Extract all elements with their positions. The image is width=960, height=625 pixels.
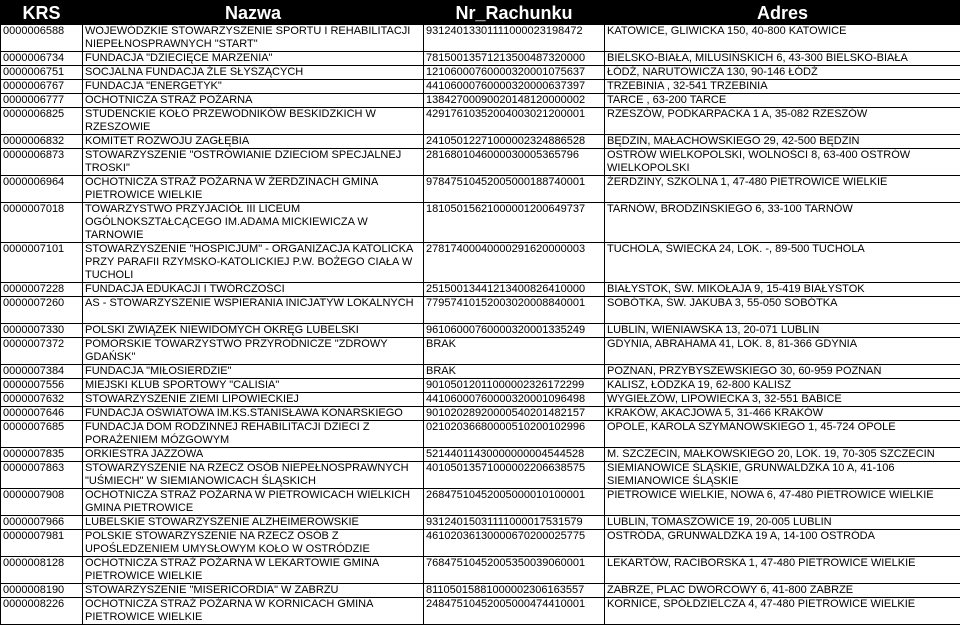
table-row xyxy=(1,66,960,80)
nazwa-cell: OCHOTNICZA STRAŻ POŻARNA W LEKARTOWIE GMINA PIETROWICE WIELKIE xyxy=(83,557,424,584)
krs-cell: 0000007330 xyxy=(1,324,83,338)
nr-rachunku-cell: 52144011430000000004544528 xyxy=(424,448,605,462)
krs-cell: 0000007101 xyxy=(1,243,83,283)
adres-cell: LUBLIN, WIENIAWSKA 13, 20-071 LUBLIN xyxy=(605,324,960,338)
krs-cell: 0000007863 xyxy=(1,462,83,489)
nazwa-cell: ORKIESTRA JAZZOWA xyxy=(83,448,424,462)
adres-cell: ŁÓDŹ, NARUTOWICZA 130, 90-146 ŁÓDŹ xyxy=(605,66,960,80)
table-row xyxy=(1,297,960,324)
adres-cell: ZABRZE, PLAC DWORCOWY 6, 41-800 ZABRZE xyxy=(605,584,960,598)
table-row xyxy=(1,203,960,243)
header-nazwa: Nazwa xyxy=(83,1,424,25)
nr-rachunku-cell: 44106000760000320001096498 xyxy=(424,393,605,407)
krs-cell: 0000007966 xyxy=(1,516,83,530)
nazwa-cell: FUNDACJA EDUKACJI I TWÓRCZOŚCI xyxy=(83,283,424,297)
table-row xyxy=(1,283,960,297)
table-row xyxy=(1,584,960,598)
table-row xyxy=(1,338,960,365)
table-row xyxy=(1,421,960,448)
adres-cell: OSTRÓDA, GRUNWALDZKA 19 A, 14-100 OSTRÓDA xyxy=(605,530,960,557)
nazwa-cell: OCHOTNICZA STRAŻ POŻARNA xyxy=(83,94,424,108)
table-row xyxy=(1,557,960,584)
nr-rachunku-cell: 97847510452005000188740001 xyxy=(424,176,605,203)
nr-rachunku-cell: 2816801046000030005365796 xyxy=(424,149,605,176)
krs-cell: 0000007372 xyxy=(1,338,83,365)
adres-cell: BĘDZIN, MAŁACHOWSKIEGO 29, 42-500 BĘDZIN xyxy=(605,135,960,149)
header-adres: Adres xyxy=(605,1,960,25)
krs-cell: 0000008190 xyxy=(1,584,83,598)
table-row xyxy=(1,393,960,407)
nr-rachunku-cell: 24105012271000002324886528 xyxy=(424,135,605,149)
adres-cell: ŻERDZINY, SZKOLNA 1, 47-480 PIETROWICE WIELKIE xyxy=(605,176,960,203)
krs-cell: 0000007835 xyxy=(1,448,83,462)
krs-cell: 0000007632 xyxy=(1,393,83,407)
nr-rachunku-cell: 90105012011000002326172299 xyxy=(424,379,605,393)
table-row xyxy=(1,80,960,94)
header-nr-rachunku: Nr_Rachunku xyxy=(424,1,605,25)
table-row xyxy=(1,489,960,516)
krs-cell: 0000006777 xyxy=(1,94,83,108)
adres-cell: POZNAŃ, PRZYBYSZEWSKIEGO 30, 60-959 POZNAŃ xyxy=(605,365,960,379)
nazwa-cell: POLSKIE STOWARZYSZENIE NA RZECZ OSÓB Z UPOŚLEDZENIEM UMYSŁOWYM KOŁO W OSTRÓDZIE xyxy=(83,530,424,557)
krs-cell: 0000006734 xyxy=(1,52,83,66)
krs-cell: 0000007908 xyxy=(1,489,83,516)
nazwa-cell: STOWARZYSZENIE "MISERICORDIA" W ZABRZU xyxy=(83,584,424,598)
table-row xyxy=(1,108,960,135)
krs-cell: 0000007018 xyxy=(1,203,83,243)
adres-cell: RZESZÓW, PODKARPACKA 1 A, 35-082 RZESZÓW xyxy=(605,108,960,135)
krs-cell: 0000006751 xyxy=(1,66,83,80)
nazwa-cell: FUNDACJA "MIŁOSIERDZIE" xyxy=(83,365,424,379)
adres-cell: KORNICE, SPÓŁDZIELCZA 4, 47-480 PIETROWICE WIELKIE xyxy=(605,598,960,625)
table-row xyxy=(1,379,960,393)
nazwa-cell: STOWARZYSZENIE NA RZECZ OSÓB NIEPEŁNOSPRAWNYCH "UŚMIECH" W SIEMIANOWICACH ŚLĄSKICH xyxy=(83,462,424,489)
nazwa-cell: FUNDACJA OŚWIATOWA IM.KS.STANISŁAWA KONARSKIEGO xyxy=(83,407,424,421)
krs-cell: 0000007556 xyxy=(1,379,83,393)
nazwa-cell: POLSKI ZWIĄZEK NIEWIDOMYCH OKRĘG LUBELSKI xyxy=(83,324,424,338)
table-row xyxy=(1,25,960,52)
krs-cell: 0000006767 xyxy=(1,80,83,94)
krs-cell: 0000006873 xyxy=(1,149,83,176)
table-row xyxy=(1,365,960,379)
nr-rachunku-cell: 44106000760000320000637397 xyxy=(424,80,605,94)
adres-cell: LUBLIN, TOMASZOWICE 19, 20-005 LUBLIN xyxy=(605,516,960,530)
nazwa-cell: KOMITET ROZWOJU ZAGŁĘBIA xyxy=(83,135,424,149)
nazwa-cell: LUBELSKIE STOWARZYSZENIE ALZHEIMEROWSKIE xyxy=(83,516,424,530)
adres-cell: OPOLE, KAROLA SZYMANOWSKIEGO 1, 45-724 OPOLE xyxy=(605,421,960,448)
nr-rachunku-cell: 76847510452005350039060001 xyxy=(424,557,605,584)
nazwa-cell: OCHOTNICZA STRAŻ POŻARNA W ŻERDZINACH GMINA PIETROWICE WIELKIE xyxy=(83,176,424,203)
krs-cell: 0000007228 xyxy=(1,283,83,297)
table-row xyxy=(1,324,960,338)
nr-rachunku-cell: 02102036680000510200102996 xyxy=(424,421,605,448)
krs-cell: 0000006588 xyxy=(1,25,83,52)
table-row xyxy=(1,530,960,557)
nazwa-cell: WOJEWÓDZKIE STOWARZYSZENIE SPORTU I REHABILITACJI NIEPEŁNOSPRAWNYCH "START" xyxy=(83,25,424,52)
nazwa-cell: STOWARZYSZENIE "HOSPICJUM" - ORGANIZACJA KATOLICKA PRZY PARAFII RZYMSKO-KATOLICKIEJ P.W. BOŻEGO CIAŁA W TUCHOLI xyxy=(83,243,424,283)
nr-rachunku-cell: 26847510452005000010100001 xyxy=(424,489,605,516)
adres-cell: SIEMIANOWICE ŚLĄSKIE, GRUNWALDZKA 10 A, 41-106 SIEMIANOWICE ŚLĄSKIE xyxy=(605,462,960,489)
table-row xyxy=(1,516,960,530)
nazwa-cell: STOWARZYSZENIE ZIEMI LIPOWIECKIEJ xyxy=(83,393,424,407)
table-row xyxy=(1,598,960,625)
adres-cell: KRAKÓW, AKACJOWA 5, 31-466 KRAKÓW xyxy=(605,407,960,421)
nazwa-cell: POMORSKIE TOWARZYSTWO PRZYRODNICZE "ZDROWY GDAŃSK" xyxy=(83,338,424,365)
nr-rachunku-cell: 25150013441213400826410000 xyxy=(424,283,605,297)
nr-rachunku-cell: 18105015621000001200649737 xyxy=(424,203,605,243)
nr-rachunku-cell: 42917610352004003021200001 xyxy=(424,108,605,135)
adres-cell: BIELSKO-BIAŁA, MILUSIŃSKICH 6, 43-300 BIELSKO-BIAŁA xyxy=(605,52,960,66)
adres-cell: M. SZCZECIN, MAŁKOWSKIEGO 20, LOK. 19, 70-305 SZCZECIN xyxy=(605,448,960,462)
nazwa-cell: FUNDACJA DOM RODZINNEJ REHABILITACJI DZIECI Z PORAŻENIEM MÓZGOWYM xyxy=(83,421,424,448)
nr-rachunku-cell: 78150013571213500487320000 xyxy=(424,52,605,66)
krs-cell: 0000006825 xyxy=(1,108,83,135)
table-row xyxy=(1,135,960,149)
nr-rachunku-cell: 13842700090020148120000002 xyxy=(424,94,605,108)
table-row xyxy=(1,407,960,421)
nazwa-cell: SOCJALNA FUNDACJA ŹLE SŁYSZĄCYCH xyxy=(83,66,424,80)
adres-cell: TRZEBINIA , 32-541 TRZEBINIA xyxy=(605,80,960,94)
nr-rachunku-cell: BRAK xyxy=(424,365,605,379)
adres-cell: SOBÓTKA, ŚW. JAKUBA 3, 55-050 SOBÓTKA xyxy=(605,297,960,324)
nazwa-cell: MIEJSKI KLUB SPORTOWY "CALISIA" xyxy=(83,379,424,393)
table-row xyxy=(1,52,960,66)
nr-rachunku-cell: 27817400040000291620000003 xyxy=(424,243,605,283)
table-row xyxy=(1,94,960,108)
adres-cell: OSTRÓW WIELKOPOLSKI, WOLNOŚCI 8, 63-400 OSTRÓW WIELKOPOLSKI xyxy=(605,149,960,176)
nr-rachunku-cell: 24847510452005000474410001 xyxy=(424,598,605,625)
nazwa-cell: TOWARZYSTWO PRZYJACIÓŁ III LICEUM OGÓLNOKSZTAŁCĄCEGO IM.ADAMA MICKIEWICZA W TARNOWIE xyxy=(83,203,424,243)
krs-cell: 0000007981 xyxy=(1,530,83,557)
adres-cell: GDYNIA, ABRAHAMA 41, LOK. 8, 81-366 GDYNIA xyxy=(605,338,960,365)
nazwa-cell: FUNDACJA "DZIECIĘCE MARZENIA" xyxy=(83,52,424,66)
nazwa-cell: STUDENCKIE KOŁO PRZEWODNIKÓW BESKIDZKICH W RZESZOWIE xyxy=(83,108,424,135)
adres-cell: TARNÓW, BRODZIŃSKIEGO 6, 33-100 TARNÓW xyxy=(605,203,960,243)
nazwa-cell: AS - STOWARZYSZENIE WSPIERANIA INICJATYW LOKALNYCH xyxy=(83,297,424,324)
adres-cell: LEKARTÓW, RACIBORSKA 1, 47-480 PIETROWICE WIELKIE xyxy=(605,557,960,584)
table-row xyxy=(1,448,960,462)
adres-cell: PIETROWICE WIELKIE, NOWA 6, 47-480 PIETROWICE WIELKIE xyxy=(605,489,960,516)
nazwa-cell: OCHOTNICZA STRAŻ POŻARNA W PIETROWICACH WIELKICH GMINA PIETROWICE xyxy=(83,489,424,516)
nr-rachunku-cell: 40105013571000002206638575 xyxy=(424,462,605,489)
nr-rachunku-cell: 90102028920000540201482157 xyxy=(424,407,605,421)
nr-rachunku-cell: 93124015031111000017531579 xyxy=(424,516,605,530)
krs-cell: 0000006964 xyxy=(1,176,83,203)
krs-cell: 0000007260 xyxy=(1,297,83,324)
adres-cell: KATOWICE, GLIWICKA 150, 40-800 KATOWICE xyxy=(605,25,960,52)
nr-rachunku-cell: 77957410152003020008840001 xyxy=(424,297,605,324)
adres-cell: KALISZ, ŁÓDZKA 19, 62-800 KALISZ xyxy=(605,379,960,393)
krs-cell: 0000007384 xyxy=(1,365,83,379)
adres-cell: TUCHOLA, ŚWIECKA 24, LOK. -, 89-500 TUCHOLA xyxy=(605,243,960,283)
krs-cell: 0000007685 xyxy=(1,421,83,448)
nazwa-cell: STOWARZYSZENIE "OSTRÓWIANIE DZIECIOM SPECJALNEJ TROSKI" xyxy=(83,149,424,176)
krs-cell: 0000007646 xyxy=(1,407,83,421)
nr-rachunku-cell: 46102036130000670200025775 xyxy=(424,530,605,557)
krs-cell: 0000008226 xyxy=(1,598,83,625)
adres-cell: BIAŁYSTOK, ŚW. MIKOŁAJA 9, 15-419 BIAŁYSTOK xyxy=(605,283,960,297)
header-row xyxy=(1,1,960,25)
header-krs: KRS xyxy=(1,1,83,25)
nr-rachunku-cell: BRAK xyxy=(424,338,605,365)
nr-rachunku-cell: 96106000760000320001335249 xyxy=(424,324,605,338)
adres-cell: WYGIEŁZÓW, LIPOWIECKA 3, 32-551 BABICE xyxy=(605,393,960,407)
nr-rachunku-cell: 93124013301111000023198472 xyxy=(424,25,605,52)
nr-rachunku-cell: 12106000760000320001075637 xyxy=(424,66,605,80)
krs-cell: 0000008128 xyxy=(1,557,83,584)
krs-cell: 0000006832 xyxy=(1,135,83,149)
table-row xyxy=(1,149,960,176)
nazwa-cell: OCHOTNICZA STRAŻ POŻARNA W KORNICACH GMINA PIETROWICE WIELKIE xyxy=(83,598,424,625)
nr-rachunku-cell: 81105015881000002306163557 xyxy=(424,584,605,598)
table-row xyxy=(1,176,960,203)
adres-cell: TARCE , 63-200 TARCE xyxy=(605,94,960,108)
table-row xyxy=(1,462,960,489)
nazwa-cell: FUNDACJA "ENERGETYK" xyxy=(83,80,424,94)
table-row xyxy=(1,243,960,283)
